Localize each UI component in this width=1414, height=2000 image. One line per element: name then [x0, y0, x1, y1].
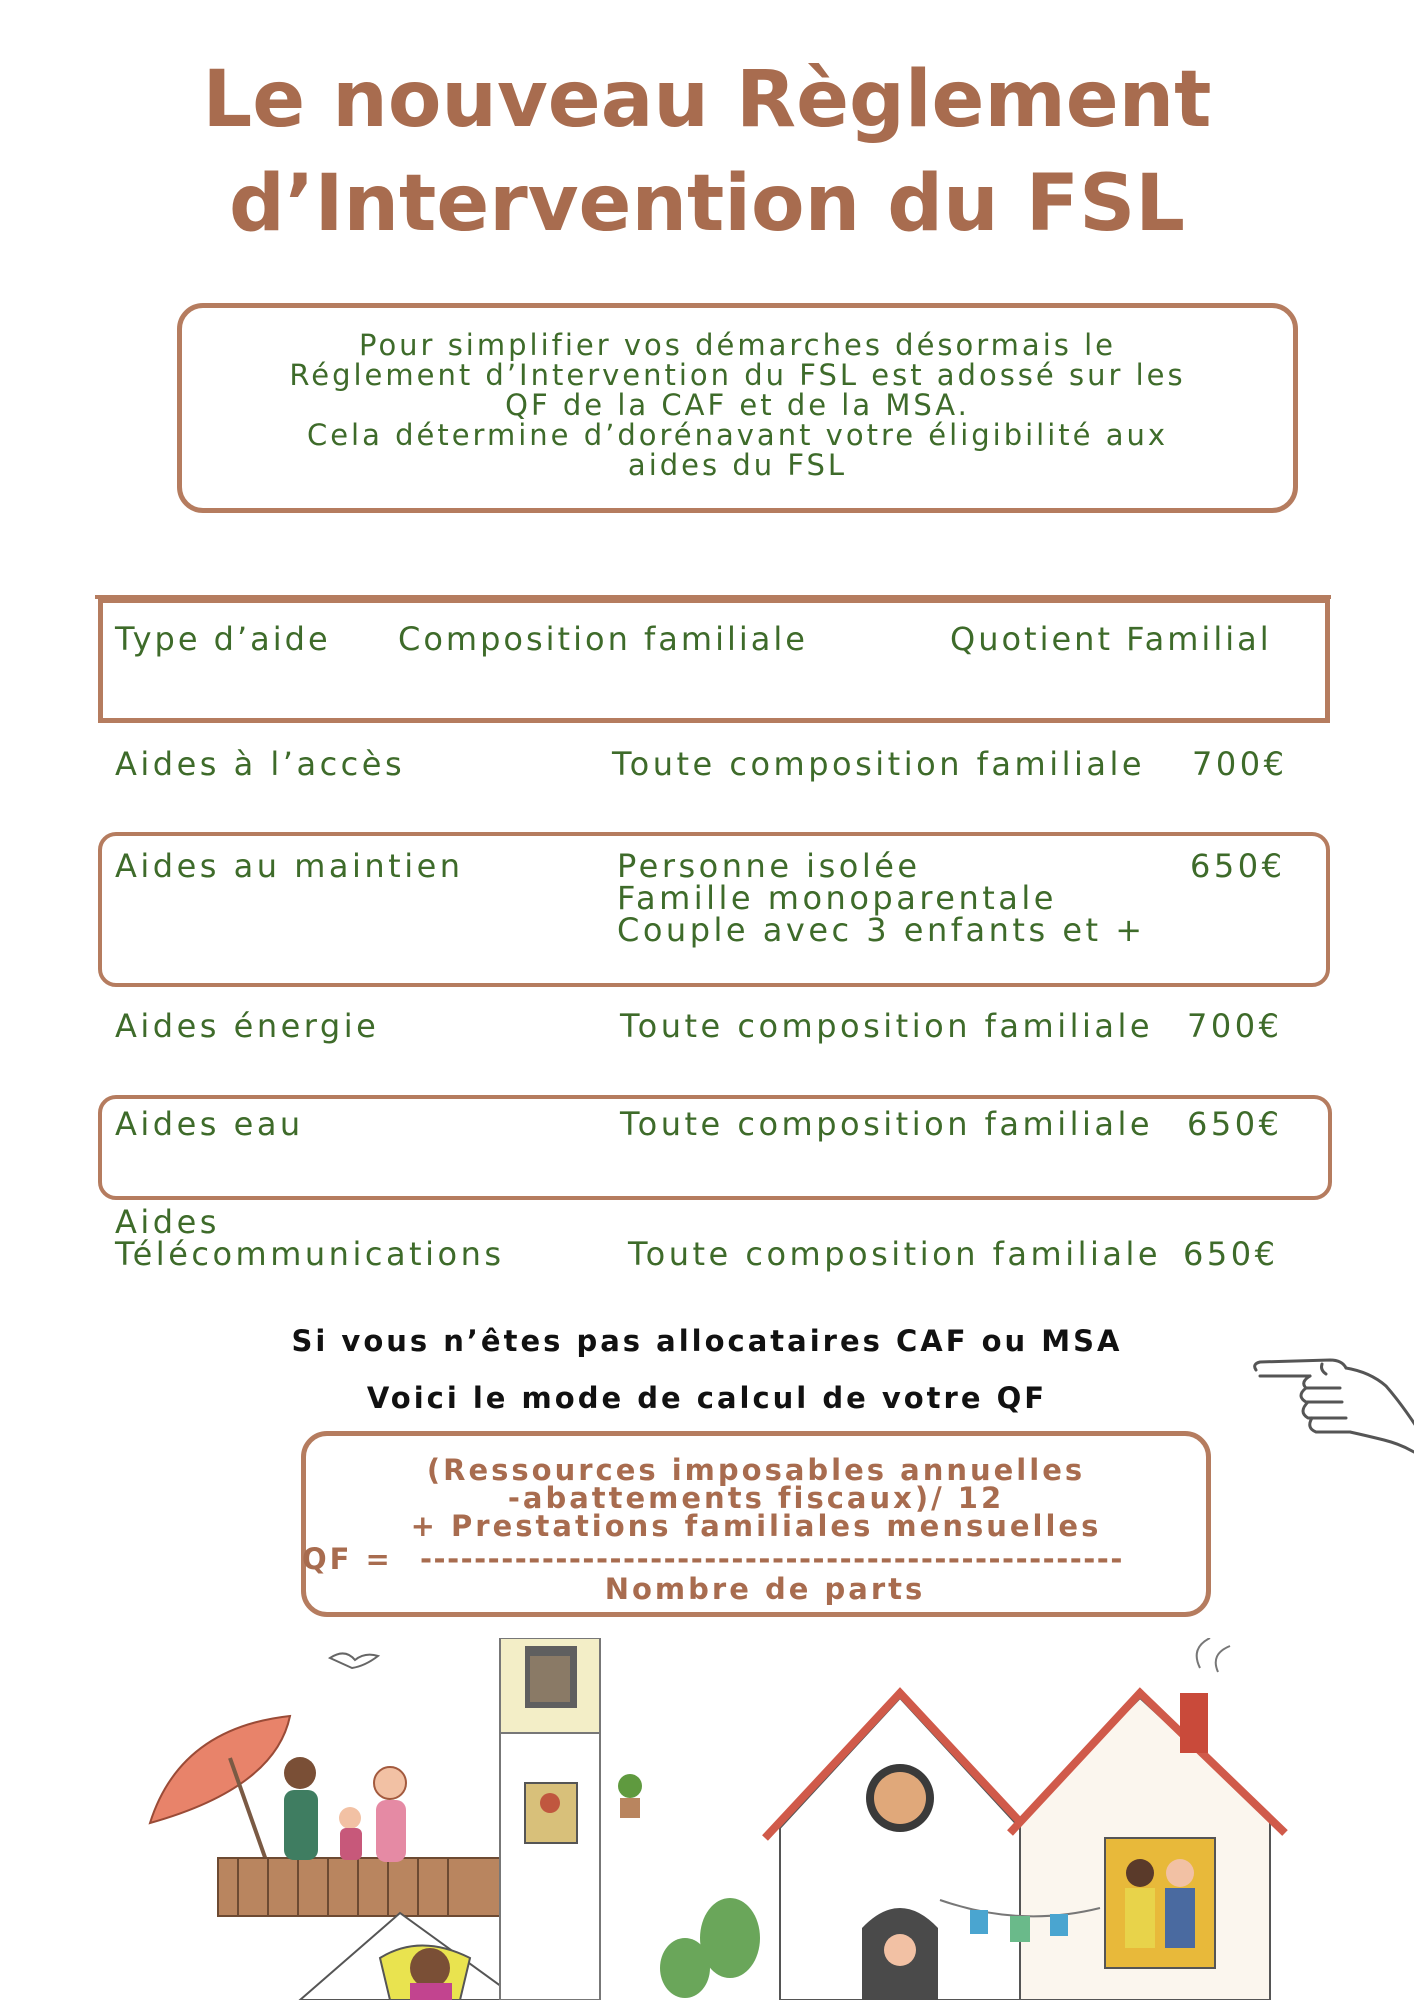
row-composition: Toute composition familiale [628, 1235, 1162, 1273]
row-type: Aides [115, 1203, 220, 1241]
formula-divider: ---------------------------------------------------- [420, 1545, 1124, 1573]
row-composition: Toute composition familiale [620, 1007, 1154, 1045]
formula-numerator-line: (Ressources imposables annuelles [426, 1453, 1086, 1487]
header-qf: Quotient Familial [950, 620, 1272, 658]
page-title [0, 48, 1414, 256]
row-qf: 650€ [1187, 1105, 1283, 1143]
row-qf: 650€ [1183, 1235, 1279, 1273]
intro-line: QF de la CAF et de la MSA. [505, 388, 970, 422]
row-type: Aides énergie [115, 1007, 380, 1045]
row-qf: 650€ [1190, 847, 1286, 885]
table-header-box [98, 598, 1330, 723]
row-composition: Famille monoparentale [617, 879, 1057, 917]
notice-line-1: Si vous n’êtes pas allocataires CAF ou MSA [291, 1324, 1123, 1358]
formula-numerator-line: -abattements fiscaux)/ 12 [507, 1481, 1005, 1515]
row-type: Aides eau [115, 1105, 304, 1143]
notice-line-2: Voici le mode de calcul de votre QF [366, 1381, 1048, 1415]
intro-line: Réglement d’Intervention du FSL est adossé sur les [289, 358, 1186, 392]
row-type: Aides au maintien [115, 847, 464, 885]
row-composition: Toute composition familiale [620, 1105, 1154, 1143]
formula-label: QF = [302, 1542, 393, 1576]
row-qf: 700€ [1192, 745, 1288, 783]
row-qf: 700€ [1187, 1007, 1283, 1045]
title-line-2: d’Intervention du FSL [229, 159, 1185, 249]
row-type: Télécommunications [115, 1235, 505, 1273]
row-type: Aides à l’accès [115, 745, 406, 783]
row-composition: Couple avec 3 enfants et + [617, 911, 1146, 949]
illustration-houses-family [140, 1638, 1400, 2000]
pointing-hand-icon [1250, 1352, 1414, 1462]
intro-line: aides du FSL [627, 448, 848, 482]
formula-denominator: Nombre de parts [604, 1572, 926, 1606]
row-composition: Personne isolée [617, 847, 921, 885]
intro-line: Pour simplifier vos démarches désormais le [358, 328, 1116, 362]
formula-numerator-line: + Prestations familiales mensuelles [410, 1509, 1102, 1543]
row-composition: Toute composition familiale [612, 745, 1146, 783]
title-line-1: Le nouveau Règlement [202, 55, 1212, 145]
intro-text [177, 330, 1298, 480]
header-composition: Composition familiale [398, 620, 808, 658]
header-type: Type d’aide [115, 620, 331, 658]
intro-line: Cela détermine d’dorénavant votre éligibilité aux [306, 418, 1169, 452]
